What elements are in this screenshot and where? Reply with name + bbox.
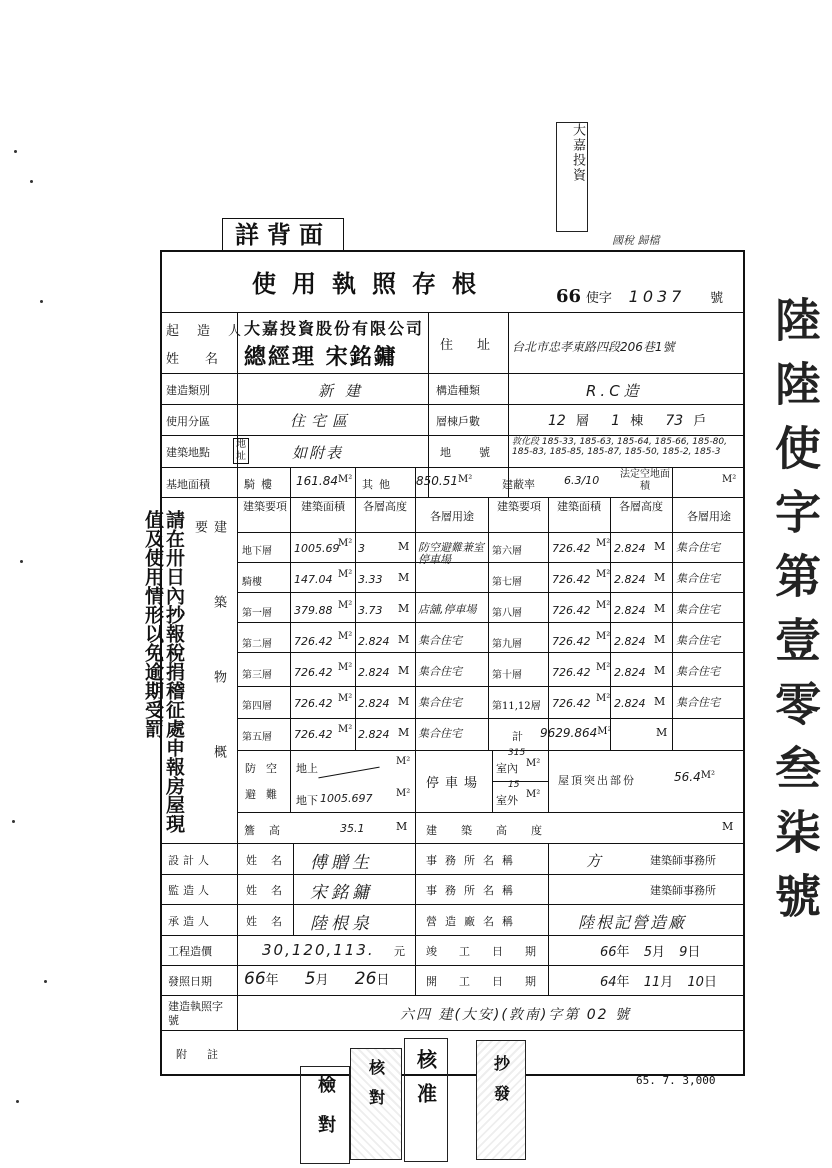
office-suffix-1: 建築師事務所: [650, 854, 716, 867]
roof-area-value: 56.4: [674, 770, 701, 784]
unit-m: M: [396, 820, 408, 833]
scan-speck: [40, 300, 43, 303]
unit-m2: M²: [596, 600, 611, 611]
floor-height: 2.824: [358, 697, 390, 710]
label-office-name: 事務所名稱: [426, 854, 521, 867]
floor-area: 726.42: [294, 666, 333, 679]
unit-m2: M²: [597, 726, 612, 737]
unit-m: M: [654, 602, 666, 615]
complete-date: [600, 941, 700, 960]
floor-area: 726.42: [552, 697, 591, 710]
floor-height: 2.824: [614, 666, 646, 679]
issue-day: 26: [354, 969, 377, 989]
address-value: 台北市忠孝東路四段206巷1號: [512, 340, 675, 354]
tax-stamp: 國稅 歸檔: [612, 234, 660, 247]
floor-use: 防空避難兼室 停車場: [418, 541, 484, 566]
buildings-value: 1: [611, 413, 621, 429]
license-char: 使字: [585, 291, 612, 306]
label-name: 姓名: [246, 915, 296, 928]
floor-area: 379.88: [294, 604, 333, 617]
office-suffix-2: 建築師事務所: [650, 884, 716, 897]
label-month: 月: [660, 975, 674, 990]
floor-label: 第二層: [242, 639, 272, 650]
label-above: 地上: [296, 762, 318, 775]
label-year: 年: [265, 973, 279, 988]
scan-speck: [44, 980, 47, 983]
label-supervisor: 監造人: [168, 884, 213, 897]
eave-height-value: 35.1: [340, 822, 365, 835]
label-total: 計: [512, 730, 523, 743]
floor-height: 2.824: [358, 728, 390, 741]
label-legal-open: 法定空地面積: [620, 469, 670, 492]
floor-area: 726.42: [294, 728, 333, 741]
open-day: 10: [687, 975, 704, 990]
floor-area: 726.42: [552, 573, 591, 586]
other-area-value: 850.51: [416, 474, 458, 488]
floor-area: 147.04: [294, 573, 333, 586]
floor-use: 集合住宅: [676, 603, 720, 616]
unit-m2: M²: [526, 789, 541, 800]
floor-use: 集合住宅: [418, 696, 462, 709]
unit-m: M: [654, 633, 666, 646]
floor-label: 第11,12層: [492, 701, 541, 712]
label-building-height: 建築高度: [426, 824, 566, 837]
unit-m: M: [398, 726, 410, 739]
issue-year: 66: [244, 969, 266, 989]
label-open: 開工日期: [426, 975, 558, 988]
cost-value: 30,120,113.: [262, 941, 375, 959]
form-title: 使用執照存根: [252, 269, 492, 298]
parking-indoor-value: 315: [508, 748, 526, 758]
complete-year: 66: [600, 945, 617, 960]
label-below: 地下: [296, 794, 318, 807]
scan-speck: [20, 560, 23, 563]
corner-label: 詳背面: [222, 218, 344, 252]
label-yuan: 元: [394, 945, 405, 958]
label-floors-households: 層棟戶數: [436, 415, 480, 428]
label-designer: 設計人: [168, 854, 213, 867]
floors-value: 12: [548, 413, 566, 429]
label-complete: 竣工日期: [426, 945, 558, 958]
label-cost: 工程造價: [168, 945, 212, 958]
label-firm-name: 營造廠名稱: [426, 915, 521, 928]
label-site-area: 基地面積: [166, 478, 210, 491]
unit-m: M: [656, 726, 668, 739]
col-height-left: 各層高度: [363, 500, 407, 513]
right-edge-text: 陸陸使字第壹零叁柒號: [768, 296, 822, 936]
label-outdoor: 室外: [496, 794, 518, 807]
floor-area: 726.42: [552, 542, 591, 555]
structure-value: R.C造: [586, 382, 643, 400]
label-indoor: 室內: [496, 762, 518, 775]
unit-m2: M²: [338, 631, 353, 642]
label-day: 日: [687, 945, 701, 960]
unit-m2: M²: [700, 770, 715, 781]
total-area-value: 9629.864: [540, 726, 598, 740]
floor-use: 集合住宅: [676, 572, 720, 585]
label-office-name: 事務所名稱: [426, 884, 521, 897]
unit-m2: M²: [596, 662, 611, 673]
label-eave-height: 簷高: [244, 824, 294, 837]
unit-m2: M²: [596, 693, 611, 704]
floor-label: 第六層: [492, 546, 522, 557]
unit-m2: M²: [396, 756, 411, 767]
unit-m: M: [398, 571, 410, 584]
col-item-right: 建築要項: [497, 500, 541, 513]
floor-height: 2.824: [614, 697, 646, 710]
label-issue-date: 發照日期: [168, 975, 212, 988]
floor-height: 3: [358, 542, 365, 555]
floor-label: 第一層: [242, 608, 272, 619]
label-site-location: 建築地點: [166, 446, 210, 459]
land-lot-value: 敦化段 185-33, 185-63, 185-64, 185-66, 185-80, 185-83, 185-85, 185-87, 185-50, 185-2, 185-3: [512, 437, 727, 457]
floor-height: 3.33: [358, 573, 383, 586]
col-height-right: 各層高度: [619, 500, 663, 513]
license-no: 1037: [628, 287, 686, 306]
label-address: 住址: [440, 338, 515, 353]
label-year: 年: [616, 975, 630, 990]
stamp-check: 檢對: [315, 1075, 336, 1155]
unit-m2: M²: [596, 631, 611, 642]
applicant-company: 大嘉投資股份有限公司: [244, 319, 425, 338]
unit-m2: M²: [338, 693, 353, 704]
contractor-firm: 陸根記營造廠: [578, 913, 687, 932]
floor-area: 726.42: [294, 635, 333, 648]
label-applicant-name: 姓名: [166, 352, 245, 367]
floor-label: 第七層: [492, 577, 522, 588]
floor-use: 集合住宅: [676, 696, 720, 709]
col-area-right: 建築面積: [557, 500, 601, 513]
shelter-below-value: 1005.697: [320, 792, 373, 805]
scan-speck: [12, 820, 15, 823]
label-parking: 停車場: [426, 776, 484, 791]
designer-name: 傅贈生: [310, 853, 373, 873]
unit-m2: M²: [596, 569, 611, 580]
floor-height: 2.824: [614, 573, 646, 586]
permit-no-value: 六四 建(大安)(敦南)字第 02 號: [400, 1007, 632, 1023]
roof-area: [674, 770, 715, 784]
open-month: 11: [643, 975, 661, 990]
unit-m2: M²: [526, 758, 541, 769]
unit-m2: M²: [338, 662, 353, 673]
floor-label: 第十層: [492, 670, 522, 681]
label-applicant: 起造人: [166, 324, 260, 339]
label-name: 姓名: [246, 854, 296, 867]
license-suffix: 號: [710, 291, 724, 306]
unit-m: M: [654, 571, 666, 584]
unit-m2: M²: [338, 474, 353, 485]
unit-m: M: [398, 602, 410, 615]
issue-date: [244, 969, 389, 989]
unit-m: M: [398, 540, 410, 553]
label-structure: 構造種類: [436, 384, 480, 397]
label-month: 月: [315, 973, 329, 988]
unit-m2: M²: [338, 538, 353, 549]
applicant-person: 總經理 宋銘鏞: [244, 344, 398, 370]
complete-day: 9: [679, 945, 688, 960]
floor-height: 2.824: [614, 604, 646, 617]
unit-m: M: [398, 633, 410, 646]
unit-m2: M²: [458, 474, 473, 485]
unit-m: M: [654, 664, 666, 677]
floor-label: 第三層: [242, 670, 272, 681]
stamp-copy: 抄發: [491, 1055, 511, 1115]
unit-m: M: [654, 540, 666, 553]
label-site-address-small: 地址: [233, 438, 249, 464]
scan-speck: [30, 180, 33, 183]
stamp-box-copy: [476, 1040, 526, 1160]
floor-height: 2.824: [614, 542, 646, 555]
label-arcade: 騎樓: [244, 478, 278, 491]
site-area-row-other: [416, 474, 472, 488]
floor-label: 地下層: [242, 546, 272, 557]
col-item-left: 建築要項: [243, 500, 287, 513]
col-area-left: 建築面積: [301, 500, 345, 513]
issue-month: 5: [304, 969, 316, 989]
label-contractor: 承造人: [168, 915, 213, 928]
unit-m2: M²: [338, 600, 353, 611]
floor-use: 店舖,停車場: [418, 603, 477, 616]
side-notice: 請在卅日內抄報稅捐稽征處申報房屋現值及使用情形以免逾期受罰: [142, 510, 185, 833]
designer-office: 方: [586, 852, 602, 870]
scan-speck: [16, 1100, 19, 1103]
label-note: 附註: [176, 1048, 238, 1061]
floor-label: 第八層: [492, 608, 522, 619]
zone-value: 住宅區: [290, 412, 354, 430]
parking-outdoor-value: 15: [508, 780, 520, 790]
floor-label: 騎樓: [242, 577, 262, 588]
floors-households: 12 層 1 棟 73 戶: [548, 413, 707, 429]
floor-use: 集合住宅: [418, 665, 462, 678]
floor-height: 3.73: [358, 604, 383, 617]
unit-m2: M²: [596, 538, 611, 549]
stamp-box-approve: [404, 1038, 448, 1162]
floor-height: 2.824: [358, 635, 390, 648]
stamp-box-check: [300, 1066, 350, 1164]
unit-m2: M²: [338, 569, 353, 580]
floor-area: 1005.69: [294, 542, 340, 555]
category-value: 新建: [318, 382, 373, 400]
unit-m: M: [654, 695, 666, 708]
floor-label: 第五層: [242, 732, 272, 743]
floor-use: 集合住宅: [418, 634, 462, 647]
label-roof-protrusion: 屋頂突出部份: [558, 774, 636, 787]
company-stamp: 大嘉投資: [556, 122, 588, 232]
license-year: 66: [556, 286, 582, 307]
complete-month: 5: [643, 945, 652, 960]
floor-area: 726.42: [552, 666, 591, 679]
floor-height: 2.824: [614, 635, 646, 648]
unit-m2: M²: [396, 788, 411, 799]
label-land-lot: 地號: [440, 446, 518, 459]
contractor-name: 陸根泉: [310, 914, 373, 934]
floor-use: 集合住宅: [676, 665, 720, 678]
coverage-value: 6.3/10: [564, 474, 600, 487]
label-building-overview: 建築物概要: [192, 520, 226, 820]
supervisor-name: 宋銘鏞: [310, 883, 373, 903]
unit-m: M: [398, 695, 410, 708]
unit-m2: M²: [338, 724, 353, 735]
unit-m: M: [722, 820, 734, 833]
floor-use: 集合住宅: [676, 634, 720, 647]
households-value: 73: [665, 413, 684, 429]
floor-label: 第九層: [492, 639, 522, 650]
floor-use: 集合住宅: [418, 727, 462, 740]
label-day: 日: [703, 975, 717, 990]
site-location-value: 如附表: [292, 444, 344, 462]
label-zone: 使用分區: [166, 415, 210, 428]
label-month: 月: [651, 945, 665, 960]
floor-use: 集合住宅: [676, 541, 720, 554]
col-use-left: 各層用途: [430, 510, 474, 523]
form-print-note: 65. 7. 3,000: [636, 1074, 716, 1087]
floor-height: 2.824: [358, 666, 390, 679]
total-area: [540, 726, 612, 740]
stamp-box-verify: [350, 1048, 402, 1160]
unit-m: M: [398, 664, 410, 677]
open-date: [600, 971, 717, 990]
label-day: 日: [376, 973, 390, 988]
license-number: [556, 286, 723, 307]
label-air-raid: 防空避難: [245, 762, 287, 801]
col-use-right: 各層用途: [687, 510, 731, 523]
floor-label: 第四層: [242, 701, 272, 712]
site-area-value: 161.84: [296, 474, 338, 488]
open-year: 64: [600, 975, 617, 990]
label-year: 年: [616, 945, 630, 960]
label-coverage: 建蔽率: [502, 478, 535, 491]
stamp-verify: 核對: [366, 1059, 386, 1119]
stamp-approve: 核准: [413, 1049, 438, 1117]
unit-m2: M²: [722, 474, 737, 485]
label-other: 其他: [362, 478, 396, 491]
scan-speck: [14, 150, 17, 153]
floor-area: 726.42: [552, 635, 591, 648]
site-area-row-arcade: [296, 474, 352, 488]
floor-area: 726.42: [294, 697, 333, 710]
floor-area: 726.42: [552, 604, 591, 617]
label-permit-no: 建造執照字號: [168, 1000, 223, 1027]
label-category: 建造類別: [166, 384, 210, 397]
label-name: 姓名: [246, 884, 296, 897]
